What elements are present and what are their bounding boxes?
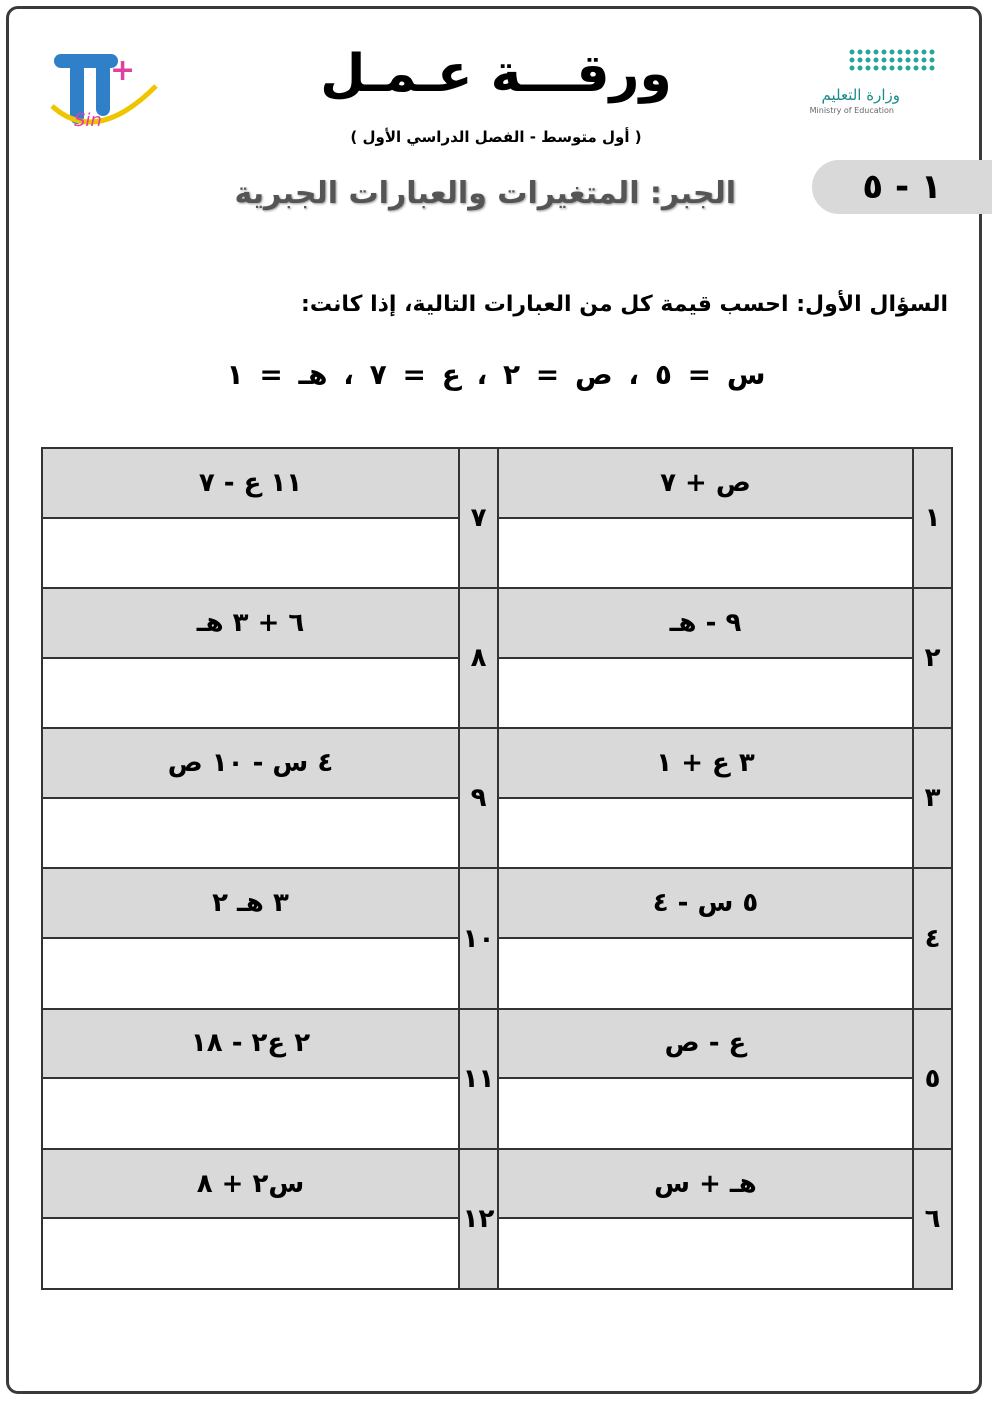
exercise-expression: س٢ + ٨ xyxy=(42,1149,459,1219)
exercise-expression: ٥ س - ٤ xyxy=(498,868,913,938)
worksheet-title: ورقـــة عـمـل xyxy=(320,44,672,104)
exercise-number: ١٢ xyxy=(459,1149,498,1289)
exercise-expression: ٤ س - ١٠ ص xyxy=(42,728,459,798)
exercise-number: ١ xyxy=(913,448,952,588)
answer-cell[interactable] xyxy=(42,798,459,869)
exercise-number: ٢ xyxy=(913,588,952,728)
worksheet-subtitle: ( أول متوسط - الفصل الدراسي الأول ) xyxy=(350,128,642,146)
exercise-number: ١١ xyxy=(459,1009,498,1149)
exercise-expression: ١١ ع - ٧ xyxy=(42,448,459,518)
lesson-number-badge: ١ - ٥ xyxy=(812,160,992,214)
ministry-name-en: Ministry of Education xyxy=(809,106,894,115)
table-row xyxy=(42,448,952,518)
answer-cell[interactable] xyxy=(498,798,913,869)
exercise-number: ٦ xyxy=(913,1149,952,1289)
table-row xyxy=(42,868,952,938)
exercise-expression: هـ + س xyxy=(498,1149,913,1219)
question-prompt: السؤال الأول: احسب قيمة كل من العبارات التالية، إذا كانت: xyxy=(301,292,948,317)
answer-cell[interactable] xyxy=(42,938,459,1009)
given-values: س = ٥ ، ص = ٢ ، ع = ٧ ، هـ = ١ xyxy=(226,358,766,391)
answer-cell[interactable] xyxy=(42,658,459,729)
table-row xyxy=(42,728,952,798)
answer-cell[interactable] xyxy=(42,1218,459,1289)
answer-cell[interactable] xyxy=(498,518,913,589)
exercise-expression: ع - ص xyxy=(498,1009,913,1079)
svg-text:+: + xyxy=(110,53,136,88)
table-row xyxy=(42,1149,952,1219)
exercise-number: ٩ xyxy=(459,728,498,868)
answer-cell[interactable] xyxy=(498,938,913,1009)
exercise-number: ٥ xyxy=(913,1009,952,1149)
table-row xyxy=(42,588,952,658)
answer-cell[interactable] xyxy=(42,518,459,589)
exercise-expression: ٩ - هـ xyxy=(498,588,913,658)
logo-wordmark: Sin xyxy=(74,110,102,131)
answer-cell[interactable] xyxy=(42,1078,459,1149)
exercise-expression: ٢ ع٢ - ١٨ xyxy=(42,1009,459,1079)
exercise-number: ٤ xyxy=(913,868,952,1008)
ministry-name-ar: وزارة التعليم xyxy=(821,86,900,104)
exercise-number: ٣ xyxy=(913,728,952,868)
exercise-expression: ٣ ع + ١ xyxy=(498,728,913,798)
exercise-expression: ص + ٧ xyxy=(498,448,913,518)
answer-cell[interactable] xyxy=(498,1218,913,1289)
exercise-number: ٧ xyxy=(459,448,498,588)
exercise-number: ٨ xyxy=(459,588,498,728)
answer-cell[interactable] xyxy=(498,658,913,729)
lesson-title: الجبر: المتغيرات والعبارات الجبرية xyxy=(234,176,736,211)
table-row xyxy=(42,1009,952,1079)
exercise-table xyxy=(41,447,953,1290)
answer-cell[interactable] xyxy=(498,1078,913,1149)
exercise-expression: ٦ + ٣ هـ xyxy=(42,588,459,658)
exercise-number: ١٠ xyxy=(459,868,498,1008)
exercise-expression: ٣ هـ ٢ xyxy=(42,868,459,938)
